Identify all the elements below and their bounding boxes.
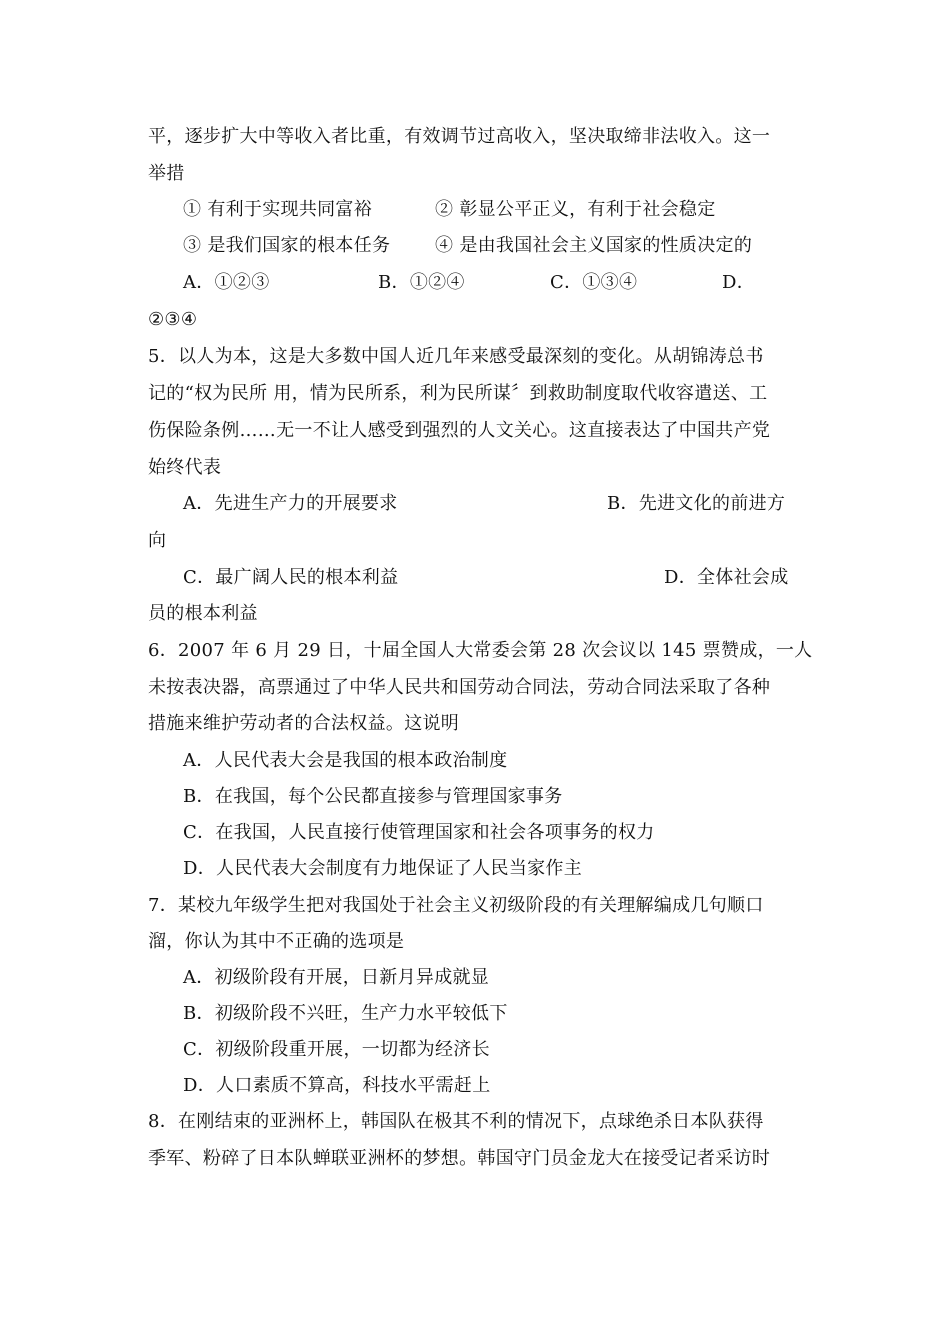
text-line: 伤保险条例……无一不让人感受到强烈的人文关心。这直接表达了中国共产党 bbox=[148, 420, 771, 441]
answer-choice-c: C．在我国，人民直接行使管理国家和社会各项事务的权力 bbox=[183, 822, 655, 843]
text-line: 季军、粉碎了日本队蝉联亚洲杯的梦想。韩国守门员金龙大在接受记者采访时 bbox=[148, 1148, 771, 1169]
answer-choice-b: B．在我国，每个公民都直接参与管理国家事务 bbox=[183, 786, 563, 807]
answer-choice-b: B．初级阶段不兴旺，生产力水平较低下 bbox=[183, 1003, 508, 1024]
option-line: ① 有利于实现共同富裕 bbox=[183, 199, 373, 220]
text-line: 向 bbox=[148, 530, 167, 551]
answer-choice-d: D． bbox=[722, 272, 756, 293]
answer-choice-d: D．全体社会成 bbox=[664, 567, 789, 588]
text-line: 未按表决器，高票通过了中华人民共和国劳动合同法，劳动合同法采取了各种 bbox=[148, 677, 771, 698]
option-line: ② 彰显公平正义，有利于社会稳定 bbox=[435, 199, 716, 220]
answer-choice-b: B．①②④ bbox=[378, 272, 465, 293]
text-line: 始终代表 bbox=[148, 457, 222, 478]
text-line: 平，逐步扩大中等收入者比重，有效调节过高收入，坚决取缔非法收入。这一 bbox=[148, 126, 771, 147]
question-8: 8．在刚结束的亚洲杯上，韩国队在极其不利的情况下，点球绝杀日本队获得 bbox=[148, 1111, 764, 1132]
answer-choice-d: D．人口素质不算高，科技水平需赶上 bbox=[183, 1075, 491, 1096]
option-line: ③ 是我们国家的根本任务 bbox=[183, 235, 391, 256]
text-line: 员的根本利益 bbox=[148, 603, 258, 624]
answer-choice-c: C．最广阔人民的根本利益 bbox=[183, 567, 399, 588]
option-line: ④ 是由我国社会主义国家的性质决定的 bbox=[435, 235, 753, 256]
text-line: 溜，你认为其中不正确的选项是 bbox=[148, 931, 405, 952]
text-line: 举措 bbox=[148, 163, 185, 184]
question-5: 5．以人为本，这是大多数中国人近几年来感受最深刻的变化。从胡锦涛总书 bbox=[148, 346, 764, 367]
text-line: 措施来维护劳动者的合法权益。这说明 bbox=[148, 713, 460, 734]
answer-choice-b: B．先进文化的前进方 bbox=[607, 493, 786, 514]
text-line: ②③④ bbox=[148, 309, 198, 330]
answer-choice-a: A．①②③ bbox=[183, 272, 270, 293]
question-7: 7．某校九年级学生把对我国处于社会主义初级阶段的有关理解编成几句顺口 bbox=[148, 895, 764, 916]
answer-choice-a: A．初级阶段有开展，日新月异成就显 bbox=[183, 967, 490, 988]
text-line: 记的“权为民所 用，情为民所系，利为民所谋〞到救助制度取代收容遣送、工 bbox=[148, 383, 768, 404]
answer-choice-c: C．初级阶段重开展，一切都为经济长 bbox=[183, 1039, 490, 1060]
answer-choice-a: A．人民代表大会是我国的根本政治制度 bbox=[183, 750, 508, 771]
answer-choice-d: D．人民代表大会制度有力地保证了人民当家作主 bbox=[183, 858, 583, 879]
answer-choice-a: A．先进生产力的开展要求 bbox=[183, 493, 398, 514]
answer-choice-c: C．①③④ bbox=[550, 272, 638, 293]
question-6: 6．2007 年 6 月 29 日，十届全国人大常委会第 28 次会议以 145 票赞成，一人 bbox=[148, 640, 813, 661]
